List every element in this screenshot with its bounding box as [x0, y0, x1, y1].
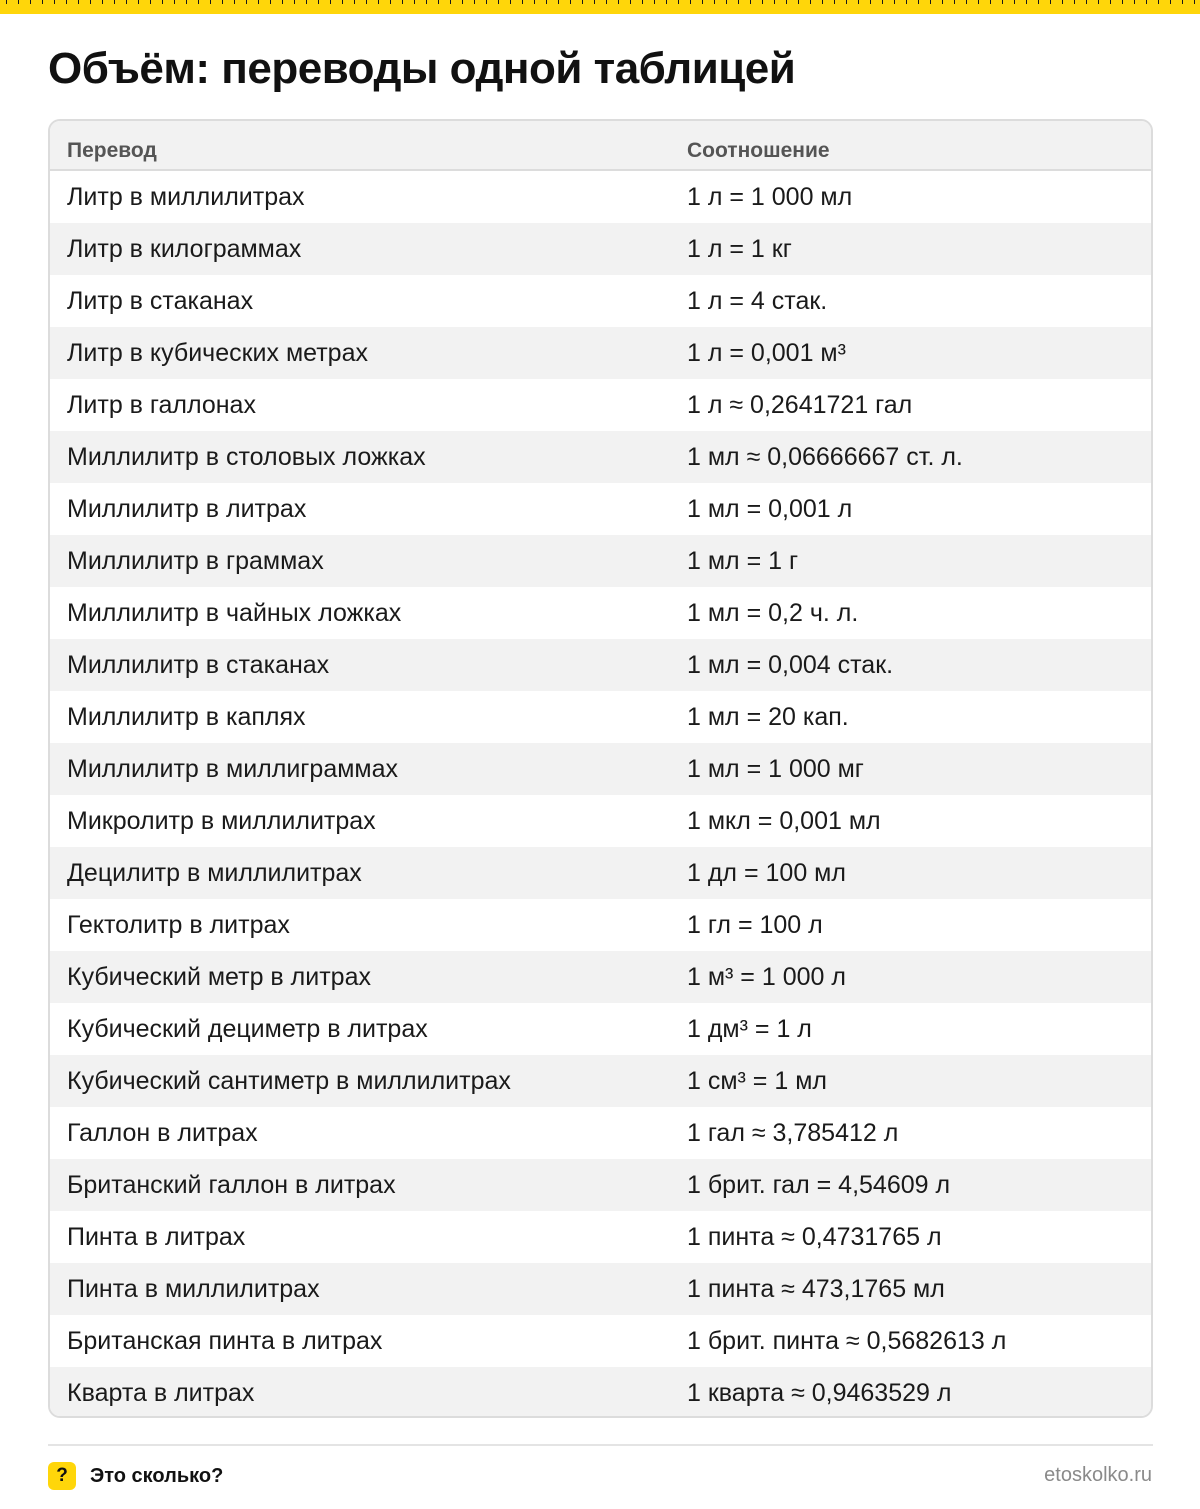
cell-conversion: Миллилитр в чайных ложках [67, 598, 402, 627]
cell-conversion: Британский галлон в литрах [67, 1170, 396, 1199]
table-row [50, 379, 1151, 431]
table-body [50, 171, 1151, 1418]
ruler-top-bar [0, 0, 1200, 14]
cell-ratio: 1 дм³ = 1 л [687, 1014, 812, 1043]
cell-ratio: 1 пинта ≈ 473,1765 мл [687, 1274, 945, 1303]
cell-ratio: 1 мл = 0,2 ч. л. [687, 598, 859, 627]
cell-conversion: Миллилитр в столовых ложках [67, 442, 426, 471]
cell-ratio: 1 мкл = 0,001 мл [687, 806, 881, 835]
table-row [50, 275, 1151, 327]
cell-conversion: Литр в стаканах [67, 286, 254, 315]
table-row [50, 587, 1151, 639]
cell-ratio: 1 м³ = 1 000 л [687, 962, 846, 991]
table-row [50, 847, 1151, 899]
table-row [50, 1107, 1151, 1159]
table-row [50, 951, 1151, 1003]
footer-divider [48, 1444, 1153, 1446]
cell-conversion: Миллилитр в каплях [67, 702, 306, 731]
cell-conversion: Кварта в литрах [67, 1378, 255, 1407]
cell-ratio: 1 л = 1 000 мл [687, 182, 853, 211]
cell-conversion: Литр в галлонах [67, 390, 256, 419]
table-row [50, 899, 1151, 951]
table-row [50, 795, 1151, 847]
cell-conversion: Миллилитр в литрах [67, 494, 307, 523]
cell-conversion: Британская пинта в литрах [67, 1326, 383, 1355]
table-row [50, 1003, 1151, 1055]
cell-ratio: 1 мл = 1 000 мг [687, 754, 864, 783]
conversion-table [48, 119, 1153, 1418]
cell-conversion: Микролитр в миллилитрах [67, 806, 376, 835]
header-ratio: Соотношение [687, 139, 830, 162]
table-row [50, 1211, 1151, 1263]
cell-ratio: 1 гал ≈ 3,785412 л [687, 1118, 899, 1147]
cell-ratio: 1 мл = 0,001 л [687, 494, 853, 523]
cell-conversion: Кубический сантиметр в миллилитрах [67, 1066, 511, 1095]
table-row [50, 743, 1151, 795]
question-mark-icon: ? [48, 1462, 76, 1490]
cell-ratio: 1 брит. гал = 4,54609 л [687, 1170, 951, 1199]
cell-ratio: 1 кварта ≈ 0,9463529 л [687, 1378, 952, 1407]
cell-ratio: 1 гл = 100 л [687, 910, 823, 939]
page-title: Объём: переводы одной таблицей [48, 44, 796, 93]
table-row [50, 1055, 1151, 1107]
cell-ratio: 1 дл = 100 мл [687, 858, 846, 887]
cell-conversion: Гектолитр в литрах [67, 910, 290, 939]
table-header-row [50, 121, 1151, 171]
brand [48, 1462, 223, 1490]
table-row [50, 691, 1151, 743]
cell-conversion: Кубический дециметр в литрах [67, 1014, 428, 1043]
cell-conversion: Галлон в литрах [67, 1118, 258, 1147]
cell-ratio: 1 л = 4 стак. [687, 286, 828, 315]
cell-ratio: 1 л = 1 кг [687, 234, 792, 263]
cell-conversion: Миллилитр в миллиграммах [67, 754, 399, 783]
cell-conversion: Миллилитр в граммах [67, 546, 324, 575]
cell-conversion: Кубический метр в литрах [67, 962, 371, 991]
cell-conversion: Пинта в литрах [67, 1222, 246, 1251]
header-conversion: Перевод [67, 139, 157, 162]
cell-conversion: Литр в миллилитрах [67, 182, 305, 211]
table-row [50, 483, 1151, 535]
table-row [50, 1263, 1151, 1315]
cell-ratio: 1 пинта ≈ 0,4731765 л [687, 1222, 942, 1251]
cell-conversion: Децилитр в миллилитрах [67, 858, 362, 887]
cell-ratio: 1 см³ = 1 мл [687, 1066, 827, 1095]
table-row [50, 171, 1151, 223]
table-row [50, 535, 1151, 587]
table-row [50, 431, 1151, 483]
brand-name: Это сколько? [90, 1464, 224, 1487]
cell-conversion: Литр в килограммах [67, 234, 302, 263]
cell-conversion: Литр в кубических метрах [67, 338, 368, 367]
table-row [50, 1159, 1151, 1211]
cell-conversion: Миллилитр в стаканах [67, 650, 330, 679]
table-row [50, 327, 1151, 379]
table-row [50, 1367, 1151, 1418]
table-row [50, 1315, 1151, 1367]
cell-conversion: Пинта в миллилитрах [67, 1274, 320, 1303]
site-url: etoskolko.ru [1044, 1464, 1152, 1486]
cell-ratio: 1 брит. пинта ≈ 0,5682613 л [687, 1326, 1007, 1355]
cell-ratio: 1 мл ≈ 0,06666667 ст. л. [687, 442, 963, 471]
cell-ratio: 1 мл = 0,004 стак. [687, 650, 894, 679]
table-row [50, 639, 1151, 691]
cell-ratio: 1 л ≈ 0,2641721 гал [687, 390, 913, 419]
cell-ratio: 1 мл = 1 г [687, 546, 799, 575]
table-row [50, 223, 1151, 275]
cell-ratio: 1 л = 0,001 м³ [687, 338, 846, 367]
cell-ratio: 1 мл = 20 кап. [687, 702, 849, 731]
